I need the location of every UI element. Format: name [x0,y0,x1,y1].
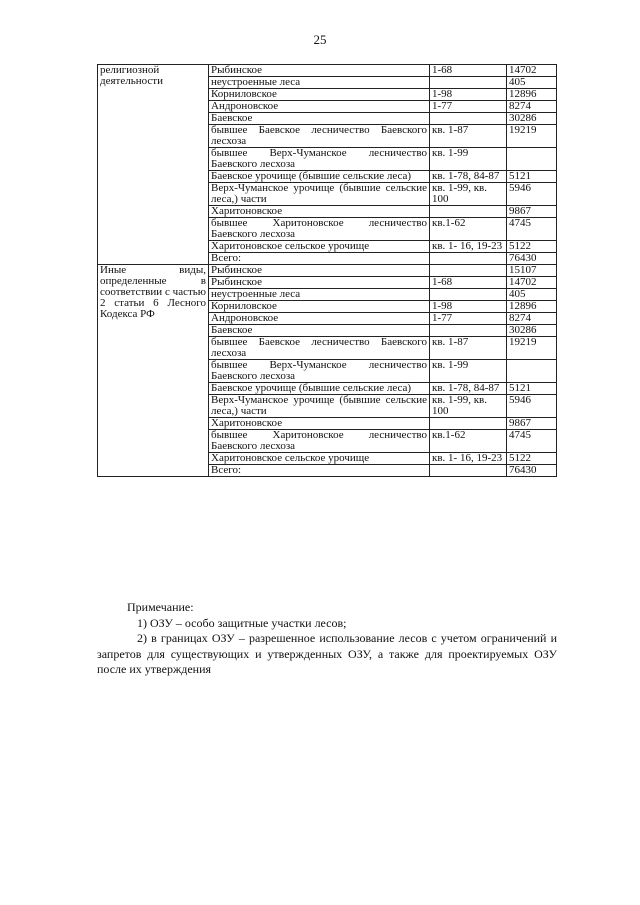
quarters-cell: кв.1-62 [430,430,507,453]
name-cell: Харитоновское сельское урочище [209,453,430,465]
area-cell: 12896 [507,301,557,313]
name-cell: Андроновское [209,313,430,325]
area-cell: 5946 [507,183,557,206]
area-cell [507,360,557,383]
name-cell: Корниловское [209,89,430,101]
area-cell: 30286 [507,113,557,125]
table-row [98,265,557,277]
quarters-cell: 1-68 [430,277,507,289]
area-cell: 8274 [507,101,557,113]
notes-heading: Примечание: [127,600,194,614]
name-cell: неустроенные леса [209,289,430,301]
quarters-cell: кв. 1-78, 84-87 [430,171,507,183]
quarters-cell [430,325,507,337]
area-cell: 5121 [507,171,557,183]
quarters-cell [430,113,507,125]
area-cell: 19219 [507,337,557,360]
area-cell: 4745 [507,218,557,241]
name-cell: Баевское урочище (бывшие сельские леса) [209,171,430,183]
note-item-2: 2) в границах ОЗУ – разрешенное использование лесов с учетом ограничений и запретов для существующих и утвержденных ОЗУ, а также для проектируемых ОЗУ после их утверждения [97,631,557,676]
name-cell: бывшее Харитоновское лесничество Баевского лесхоза [209,218,430,241]
area-cell: 14702 [507,65,557,77]
name-cell: Рыбинское [209,65,430,77]
quarters-cell: кв. 1-99, кв. 100 [430,183,507,206]
quarters-cell: кв. 1- 16, 19-23 [430,453,507,465]
name-cell: неустроенные леса [209,77,430,89]
name-cell: Баевское [209,325,430,337]
page-number: 25 [313,32,327,47]
name-cell: Рыбинское [209,277,430,289]
area-cell: 19219 [507,125,557,148]
quarters-cell [430,465,507,477]
area-cell [507,148,557,171]
quarters-cell: 1-68 [430,65,507,77]
name-cell: бывшее Харитоновское лесничество Баевского лесхоза [209,430,430,453]
name-cell: Баевское урочище (бывшие сельские леса) [209,383,430,395]
name-cell: Харитоновское сельское урочище [209,241,430,253]
name-cell: Всего: [209,253,430,265]
area-cell: 9867 [507,418,557,430]
area-cell: 8274 [507,313,557,325]
name-cell: Верх-Чуманское урочище (бывшие сельские леса,) части [209,183,430,206]
quarters-cell: кв. 1-78, 84-87 [430,383,507,395]
quarters-cell: кв. 1-99 [430,360,507,383]
notes-section [97,600,557,678]
area-cell: 5122 [507,453,557,465]
quarters-cell: кв. 1-87 [430,337,507,360]
quarters-cell [430,253,507,265]
table-row [98,65,557,77]
area-cell: 14702 [507,277,557,289]
category-cell: религиозной деятельности [98,65,209,265]
name-cell: бывшее Верх-Чуманское лесничество Баевского лесхоза [209,360,430,383]
name-cell: Корниловское [209,301,430,313]
quarters-cell: кв.1-62 [430,218,507,241]
forest-areas-table [97,64,557,477]
area-cell: 5946 [507,395,557,418]
area-cell: 405 [507,77,557,89]
quarters-cell [430,206,507,218]
quarters-cell: 1-77 [430,101,507,113]
quarters-cell [430,289,507,301]
quarters-cell: кв. 1-99 [430,148,507,171]
name-cell: Всего: [209,465,430,477]
name-cell: Верх-Чуманское урочище (бывшие сельские леса,) части [209,395,430,418]
area-cell: 30286 [507,325,557,337]
note-item-1: 1) ОЗУ – особо защитные участки лесов; [137,615,347,630]
name-cell: Харитоновское [209,418,430,430]
area-cell: 76430 [507,253,557,265]
area-cell: 5121 [507,383,557,395]
name-cell: бывшее Баевское лесничество Баевского лесхоза [209,337,430,360]
name-cell: Андроновское [209,101,430,113]
category-cell: Иные виды, определенные в соответствии с частью 2 статьи 6 Лесного Кодекса РФ [98,265,209,477]
area-cell: 4745 [507,430,557,453]
quarters-cell [430,77,507,89]
quarters-cell: 1-98 [430,301,507,313]
quarters-cell [430,418,507,430]
quarters-cell: 1-77 [430,313,507,325]
name-cell: Рыбинское [209,265,430,277]
area-cell: 76430 [507,465,557,477]
quarters-cell: кв. 1-99, кв. 100 [430,395,507,418]
area-cell: 12896 [507,89,557,101]
name-cell: Харитоновское [209,206,430,218]
name-cell: бывшее Верх-Чуманское лесничество Баевского лесхоза [209,148,430,171]
area-cell: 405 [507,289,557,301]
area-cell: 9867 [507,206,557,218]
area-cell: 15107 [507,265,557,277]
quarters-cell: 1-98 [430,89,507,101]
name-cell: бывшее Баевское лесничество Баевского лесхоза [209,125,430,148]
name-cell: Баевское [209,113,430,125]
quarters-cell: кв. 1- 16, 19-23 [430,241,507,253]
area-cell: 5122 [507,241,557,253]
quarters-cell [430,265,507,277]
quarters-cell: кв. 1-87 [430,125,507,148]
